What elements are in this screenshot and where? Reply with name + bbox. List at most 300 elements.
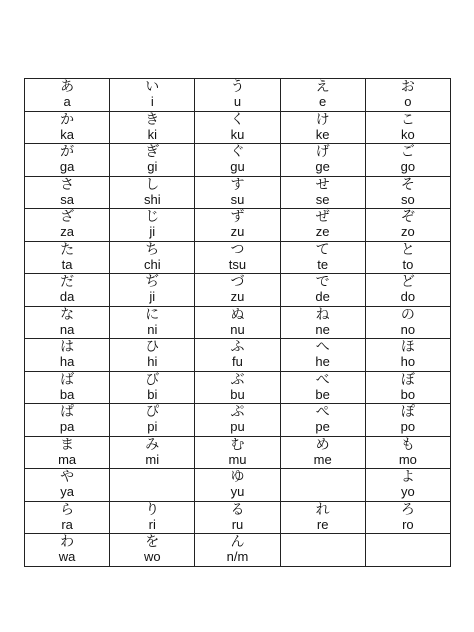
kana-cell [195,371,280,404]
kana-cell [25,209,110,242]
table-row [25,306,451,339]
kana-cell-content [25,405,109,434]
kana-cell-content [110,535,194,564]
romaji-reading: mo [398,451,417,467]
kana-cell-content [25,145,109,174]
kana-cell [365,144,450,177]
hiragana-sheet [24,78,451,567]
romaji-reading: fu [232,354,243,370]
hiragana-character: こ [400,111,415,128]
hiragana-character: ろ [400,501,415,518]
kana-cell [195,534,280,567]
kana-cell-content [195,438,279,467]
kana-cell [110,371,195,404]
kana-cell-content [25,275,109,304]
hiragana-character: や [60,469,75,486]
kana-cell [110,241,195,274]
kana-cell [280,306,365,339]
kana-cell-content [110,373,194,402]
kana-cell [195,501,280,534]
kana-cell-content [195,80,279,109]
romaji-reading: so [401,191,415,207]
hiragana-character: か [60,111,75,128]
kana-cell-content [281,113,365,142]
hiragana-character: と [400,241,415,258]
kana-cell [365,274,450,307]
kana-cell-content [366,210,450,239]
kana-cell [25,404,110,437]
kana-cell-content [25,470,109,499]
kana-cell [25,176,110,209]
kana-cell [365,79,450,112]
hiragana-character: る [230,501,245,518]
romaji-reading: a [63,94,71,110]
hiragana-character: ず [230,209,245,226]
kana-cell-content [110,438,194,467]
romaji-reading: yu [230,484,245,500]
kana-cell-content [195,113,279,142]
romaji-reading: zo [401,224,415,240]
romaji-reading: sa [60,191,74,207]
romaji-reading: ni [147,321,158,337]
hiragana-character: ぶ [230,371,245,388]
hiragana-character: ひ [145,339,160,356]
hiragana-character: ぢ [145,274,160,291]
hiragana-character: ゆ [230,469,245,486]
kana-cell-content [110,405,194,434]
kana-cell [195,274,280,307]
hiragana-character: を [145,534,160,551]
kana-cell-content [110,340,194,369]
romaji-reading: bi [147,386,158,402]
kana-cell-content [110,308,194,337]
romaji-reading: nu [230,321,245,337]
romaji-reading: po [400,419,416,435]
kana-cell-content [366,113,450,142]
kana-cell [110,209,195,242]
romaji-reading: gu [230,159,245,175]
romaji-reading: n/m [226,549,249,565]
hiragana-character: な [60,306,75,323]
hiragana-character: て [315,241,330,258]
kana-cell [280,404,365,437]
kana-cell [365,176,450,209]
kana-cell [195,339,280,372]
romaji-reading: ha [59,354,75,370]
hiragana-character: あ [60,79,75,96]
hiragana-character: じ [145,209,160,226]
table-row [25,469,451,502]
kana-cell [365,371,450,404]
kana-cell [280,79,365,112]
romaji-reading: yo [401,484,415,500]
kana-cell [365,306,450,339]
kana-cell-content [281,405,365,434]
kana-cell [25,469,110,502]
kana-cell-content [25,503,109,532]
kana-cell [110,404,195,437]
kana-cell-content [281,80,365,109]
table-row [25,79,451,112]
kana-cell-content [25,210,109,239]
kana-cell [110,79,195,112]
romaji-reading: ma [58,451,77,467]
romaji-reading: za [60,224,74,240]
romaji-reading: ge [315,159,330,175]
hiragana-character: し [145,176,160,193]
hiragana-character: ぺ [315,404,330,421]
romaji-reading: to [402,256,414,272]
hiragana-table-body [25,79,451,567]
table-row [25,176,451,209]
kana-cell-content [281,210,365,239]
hiragana-character: ぜ [315,209,330,226]
kana-cell-content [110,80,194,109]
romaji-reading: ji [149,289,156,305]
kana-cell [25,111,110,144]
kana-cell-content [366,80,450,109]
hiragana-character: み [145,436,160,453]
hiragana-character: ふ [230,339,245,356]
romaji-reading: da [59,289,75,305]
romaji-reading: ga [59,159,75,175]
kana-cell [110,339,195,372]
hiragana-character: よ [400,469,415,486]
kana-cell-content [25,113,109,142]
kana-cell-content [195,373,279,402]
kana-cell-content [281,275,365,304]
kana-cell [280,534,365,567]
kana-cell-content [25,535,109,564]
table-row [25,111,451,144]
romaji-reading: su [230,191,245,207]
kana-cell-content [281,178,365,207]
kana-cell [25,274,110,307]
hiragana-character: ま [60,436,75,453]
romaji-reading: wo [143,549,161,565]
hiragana-character: で [315,274,330,291]
kana-cell-content [110,145,194,174]
kana-cell-content [366,438,450,467]
romaji-reading: be [315,386,330,402]
kana-cell [110,274,195,307]
kana-cell-content [366,503,450,532]
romaji-reading: ku [230,126,245,142]
kana-cell-content [281,340,365,369]
hiragana-character: は [60,339,75,356]
romaji-reading: go [400,159,416,175]
romaji-reading: shi [143,191,161,207]
hiragana-character: に [145,306,160,323]
hiragana-character: れ [315,501,330,518]
kana-cell [365,111,450,144]
hiragana-character: ぱ [60,404,75,421]
romaji-reading: pe [315,419,330,435]
kana-cell-content [110,210,194,239]
hiragana-character: も [400,436,415,453]
kana-cell [195,469,280,502]
hiragana-character: つ [230,241,245,258]
kana-cell [365,534,450,567]
romaji-reading: ka [60,126,74,142]
kana-cell [195,241,280,274]
kana-cell-content [110,178,194,207]
kana-cell-content [25,80,109,109]
romaji-reading: ke [315,126,330,142]
hiragana-character: ぎ [145,144,160,161]
kana-cell [280,111,365,144]
romaji-reading: ro [402,516,414,532]
table-row [25,371,451,404]
hiragana-character: え [315,79,330,96]
romaji-reading: ta [61,256,73,272]
kana-cell [195,306,280,339]
romaji-reading: wa [58,549,76,565]
kana-cell-content [366,405,450,434]
hiragana-character: ど [400,274,415,291]
kana-cell [25,534,110,567]
table-row [25,274,451,307]
hiragana-character: べ [315,371,330,388]
kana-cell-content [195,243,279,272]
kana-cell-content [366,178,450,207]
kana-cell-content [195,503,279,532]
romaji-reading: pu [230,419,245,435]
kana-cell [365,241,450,274]
kana-cell-content [281,373,365,402]
kana-cell-content [195,405,279,434]
kana-cell-content [110,243,194,272]
hiragana-character: ば [60,371,75,388]
kana-cell-content [281,438,365,467]
kana-cell [280,339,365,372]
kana-cell [365,436,450,469]
hiragana-character: く [230,111,245,128]
kana-cell-content [195,535,279,564]
kana-cell-content [195,470,279,499]
kana-cell [110,501,195,534]
kana-cell-content [366,145,450,174]
romaji-reading: gi [147,159,158,175]
romaji-reading: mi [145,451,160,467]
kana-cell [195,436,280,469]
hiragana-character: ぼ [400,371,415,388]
kana-cell-content [366,243,450,272]
hiragana-character: め [315,436,330,453]
romaji-reading: i [150,94,154,110]
kana-cell [195,209,280,242]
romaji-reading: mu [228,451,247,467]
romaji-reading: no [400,321,416,337]
hiragana-character: だ [60,274,75,291]
table-row [25,241,451,274]
romaji-reading: bo [400,386,416,402]
hiragana-character: せ [315,176,330,193]
hiragana-character: お [400,79,415,96]
kana-cell [25,501,110,534]
kana-cell-content [281,470,365,499]
hiragana-character: ぷ [230,404,245,421]
romaji-reading: re [316,516,329,532]
kana-cell [25,241,110,274]
kana-cell [365,404,450,437]
hiragana-character: す [230,176,245,193]
hiragana-character: ぴ [145,404,160,421]
romaji-reading: te [317,256,329,272]
hiragana-character: き [145,111,160,128]
table-row [25,339,451,372]
hiragana-character: う [230,79,245,96]
kana-cell-content [281,308,365,337]
romaji-reading: bu [230,386,245,402]
kana-cell-content [195,145,279,174]
kana-cell [365,501,450,534]
kana-cell [280,176,365,209]
hiragana-character: り [145,501,160,518]
hiragana-character: ら [60,501,75,518]
romaji-reading: ba [59,386,75,402]
romaji-reading: chi [143,256,161,272]
hiragana-character: ぽ [400,404,415,421]
romaji-reading: ho [400,354,416,370]
kana-cell-content [366,340,450,369]
kana-cell-content [110,275,194,304]
kana-cell [110,111,195,144]
kana-cell-content [195,308,279,337]
kana-cell [280,436,365,469]
kana-cell-content [25,178,109,207]
romaji-reading: ji [149,224,156,240]
romaji-reading: ko [401,126,415,142]
kana-cell [25,144,110,177]
table-row [25,534,451,567]
hiragana-character: づ [230,274,245,291]
table-row [25,501,451,534]
kana-cell-content [25,340,109,369]
romaji-reading: e [319,94,327,110]
hiragana-character: へ [315,339,330,356]
kana-cell-content [25,243,109,272]
kana-cell-content [25,438,109,467]
hiragana-character: た [60,241,75,258]
romaji-reading: ri [148,516,156,532]
romaji-reading: u [233,94,242,110]
hiragana-character: げ [315,144,330,161]
kana-cell [110,306,195,339]
kana-cell-content [195,210,279,239]
kana-cell-content [25,308,109,337]
kana-cell [280,209,365,242]
hiragana-character: ぐ [230,144,245,161]
romaji-reading: ki [147,126,157,142]
hiragana-character: い [145,79,160,96]
kana-cell [280,501,365,534]
hiragana-character: さ [60,176,75,193]
kana-cell [280,371,365,404]
romaji-reading: he [315,354,330,370]
kana-cell-content [281,145,365,174]
kana-cell [280,274,365,307]
kana-cell [365,469,450,502]
kana-cell [365,209,450,242]
romaji-reading: ne [315,321,330,337]
romaji-reading: zu [230,224,245,240]
hiragana-character: そ [400,176,415,193]
table-row [25,436,451,469]
table-row [25,209,451,242]
hiragana-character: ご [400,144,415,161]
hiragana-character: ん [230,534,245,551]
kana-cell [25,339,110,372]
kana-cell [195,176,280,209]
kana-cell [365,339,450,372]
kana-cell [195,79,280,112]
kana-cell-content [195,340,279,369]
hiragana-character: ち [145,241,160,258]
kana-cell-content [281,243,365,272]
kana-cell-content [25,373,109,402]
romaji-reading: pi [147,419,158,435]
kana-cell-content [110,113,194,142]
kana-cell [25,371,110,404]
kana-cell [280,144,365,177]
hiragana-character: の [400,306,415,323]
romaji-reading: pa [59,419,75,435]
hiragana-character: ほ [400,339,415,356]
kana-cell [280,241,365,274]
kana-cell [25,79,110,112]
hiragana-table [24,78,451,567]
kana-cell [280,469,365,502]
romaji-reading: ya [60,484,74,500]
kana-cell-content [366,470,450,499]
kana-cell-content [110,503,194,532]
kana-cell-content [366,535,450,564]
romaji-reading: me [313,451,332,467]
kana-cell [25,306,110,339]
hiragana-character: ぞ [400,209,415,226]
kana-cell-content [366,275,450,304]
romaji-reading: ze [315,224,330,240]
kana-cell-content [281,535,365,564]
kana-cell [195,404,280,437]
kana-cell-content [195,275,279,304]
hiragana-character: む [230,436,245,453]
kana-cell [25,436,110,469]
kana-cell [110,469,195,502]
kana-cell-content [366,373,450,402]
hiragana-character: ね [315,306,330,323]
kana-cell [195,144,280,177]
kana-cell [110,436,195,469]
kana-cell [110,176,195,209]
kana-cell [195,111,280,144]
table-row [25,144,451,177]
hiragana-character: ざ [60,209,75,226]
hiragana-character: け [315,111,330,128]
romaji-reading: ru [231,516,244,532]
romaji-reading: ra [61,516,73,532]
kana-cell-content [110,470,194,499]
romaji-reading: se [315,191,330,207]
kana-cell-content [281,503,365,532]
romaji-reading: de [315,289,330,305]
romaji-reading: hi [147,354,158,370]
kana-cell-content [195,178,279,207]
kana-cell-content [366,308,450,337]
romaji-reading: zu [230,289,245,305]
romaji-reading: do [400,289,416,305]
